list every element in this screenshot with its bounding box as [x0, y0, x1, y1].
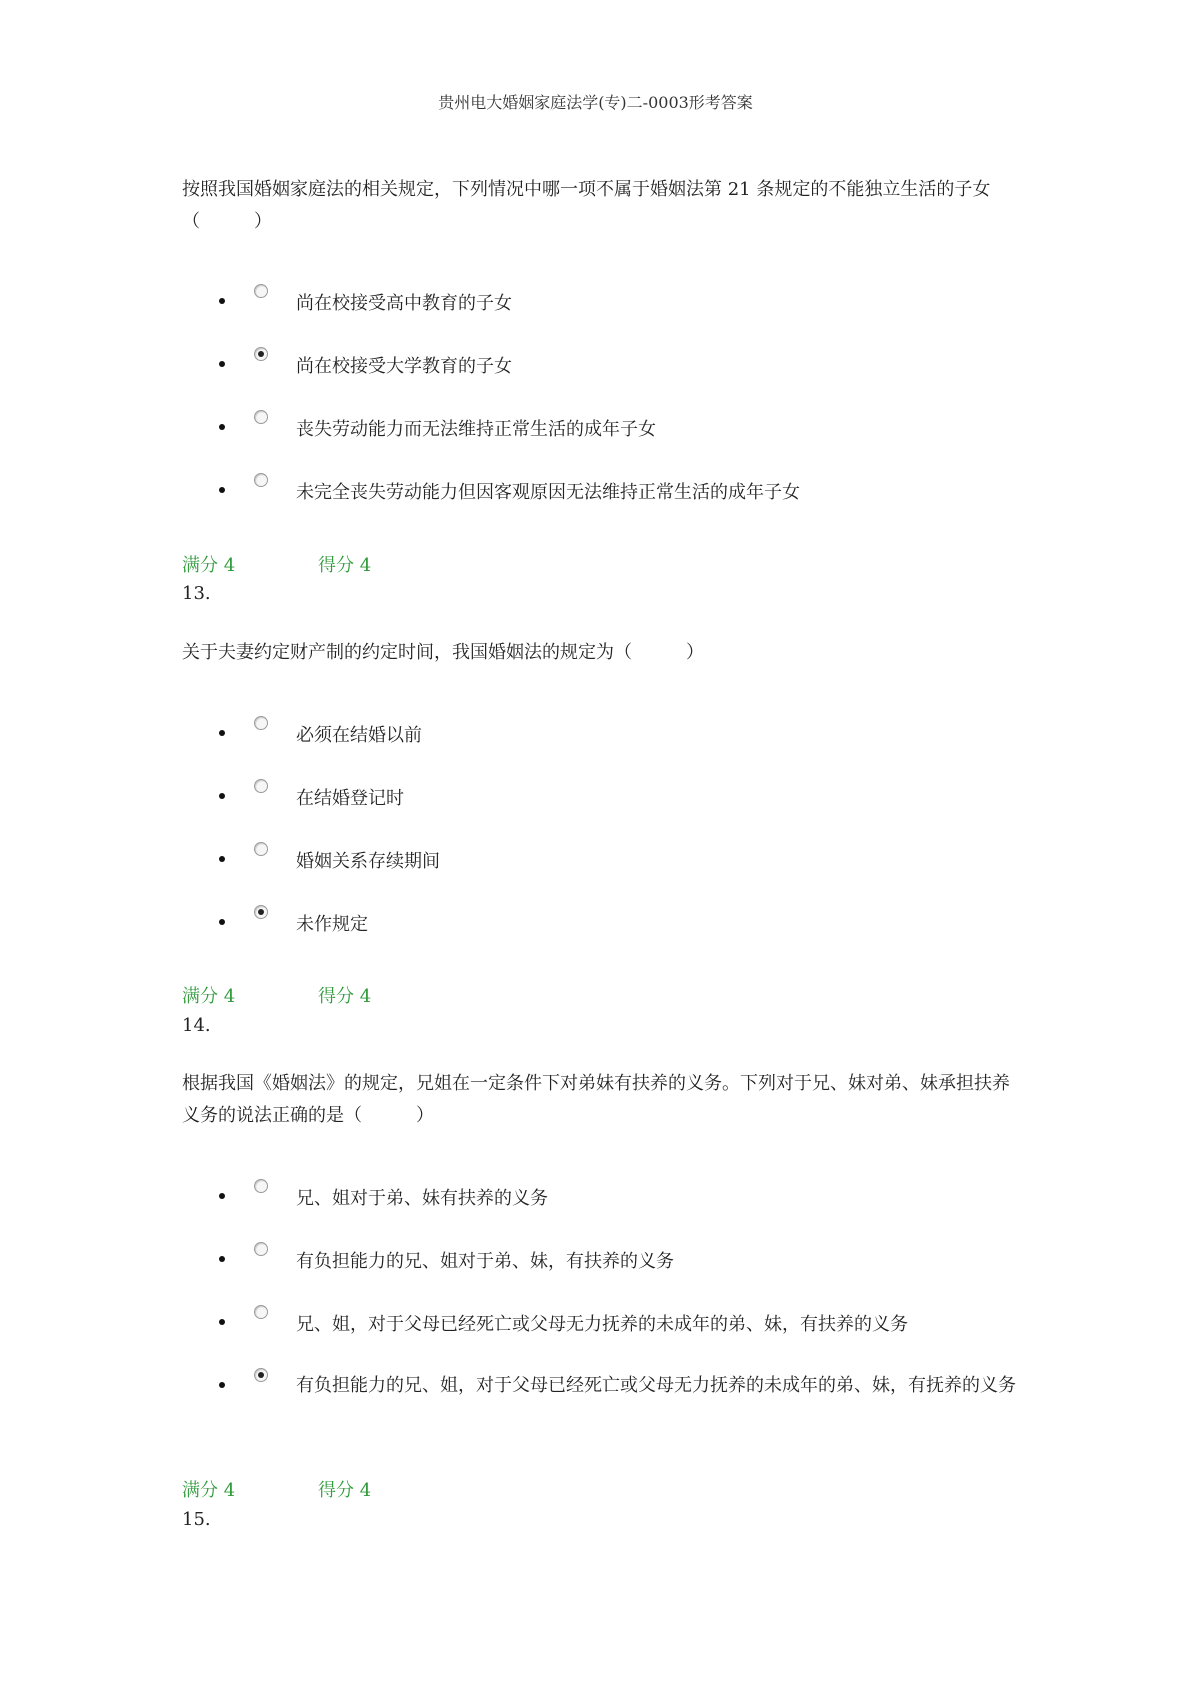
option-label: 丧失劳动能力而无法维持正常生活的成年子女 — [296, 419, 656, 440]
question-stem: 关于夫妻约定财产制的约定时间，我国婚姻法的规定为（ ） — [182, 642, 704, 663]
bullet-icon — [219, 856, 225, 862]
option-item[interactable] — [182, 347, 1022, 387]
radio-selected-icon[interactable] — [254, 347, 268, 361]
option-item[interactable] — [182, 905, 1022, 945]
option-item[interactable] — [182, 842, 1022, 882]
option-label: 有负担能力的兄、姐对于弟、妹，有扶养的义务 — [296, 1251, 674, 1272]
bullet-icon — [219, 424, 225, 430]
radio-selected-icon[interactable] — [254, 905, 268, 919]
option-label: 兄、姐，对于父母已经死亡或父母无力抚养的未成年的弟、妹，有扶养的义务 — [296, 1314, 908, 1335]
bullet-icon — [219, 298, 225, 304]
option-label: 兄、姐对于弟、妹有扶养的义务 — [296, 1188, 548, 1209]
question-block — [182, 1068, 1022, 1132]
option-item[interactable] — [182, 1179, 1022, 1219]
option-label: 未作规定 — [296, 914, 368, 935]
option-label: 尚在校接受大学教育的子女 — [296, 356, 512, 377]
radio-unselected-icon[interactable] — [254, 716, 268, 730]
option-label: 必须在结婚以前 — [296, 725, 422, 746]
full-score: 满分 4 — [182, 1480, 236, 1501]
option-item[interactable] — [182, 716, 1022, 756]
option-item[interactable] — [182, 1305, 1022, 1345]
bullet-icon — [219, 361, 225, 367]
option-label: 有负担能力的兄、姐，对于父母已经死亡或父母无力抚养的未成年的弟、妹，有抚养的义务 — [296, 1375, 1016, 1396]
question-number: 15. — [182, 1509, 211, 1530]
obtained-score: 得分 4 — [318, 986, 372, 1007]
radio-unselected-icon[interactable] — [254, 779, 268, 793]
bullet-icon — [219, 1319, 225, 1325]
option-item[interactable] — [182, 410, 1022, 450]
bullet-icon — [219, 919, 225, 925]
radio-unselected-icon[interactable] — [254, 410, 268, 424]
question-number: 14. — [182, 1015, 211, 1036]
question-block — [182, 637, 1022, 669]
full-score: 满分 4 — [182, 555, 236, 576]
option-label: 未完全丧失劳动能力但因客观原因无法维持正常生活的成年子女 — [296, 482, 800, 503]
option-item[interactable] — [182, 473, 1022, 513]
obtained-score: 得分 4 — [318, 1480, 372, 1501]
bullet-icon — [219, 1256, 225, 1262]
question-stem: 按照我国婚姻家庭法的相关规定，下列情况中哪一项不属于婚姻法第 21 条规定的不能独立生活的子女（ ） — [182, 179, 991, 232]
option-item[interactable] — [182, 1368, 1022, 1458]
bullet-icon — [219, 730, 225, 736]
question-stem: 根据我国《婚姻法》的规定，兄姐在一定条件下对弟妹有扶养的义务。下列对于兄、妹对弟、妹承担扶养义务的说法正确的是（ ） — [182, 1073, 1010, 1126]
obtained-score: 得分 4 — [318, 555, 372, 576]
radio-unselected-icon[interactable] — [254, 473, 268, 487]
option-item[interactable] — [182, 1242, 1022, 1282]
option-label: 尚在校接受高中教育的子女 — [296, 293, 512, 314]
question-block — [182, 174, 1022, 238]
bullet-icon — [219, 1193, 225, 1199]
page-title: 贵州电大婚姻家庭法学(专)二-0003形考答案 — [438, 93, 753, 112]
radio-selected-icon[interactable] — [254, 1368, 268, 1382]
radio-unselected-icon[interactable] — [254, 1305, 268, 1319]
question-number: 13. — [182, 583, 211, 604]
option-item[interactable] — [182, 284, 1022, 324]
radio-unselected-icon[interactable] — [254, 842, 268, 856]
radio-unselected-icon[interactable] — [254, 1242, 268, 1256]
bullet-icon — [219, 487, 225, 493]
option-item[interactable] — [182, 779, 1022, 819]
bullet-icon — [219, 1382, 225, 1388]
radio-unselected-icon[interactable] — [254, 1179, 268, 1193]
radio-unselected-icon[interactable] — [254, 284, 268, 298]
full-score: 满分 4 — [182, 986, 236, 1007]
option-label: 在结婚登记时 — [296, 788, 404, 809]
bullet-icon — [219, 793, 225, 799]
option-label: 婚姻关系存续期间 — [296, 851, 440, 872]
